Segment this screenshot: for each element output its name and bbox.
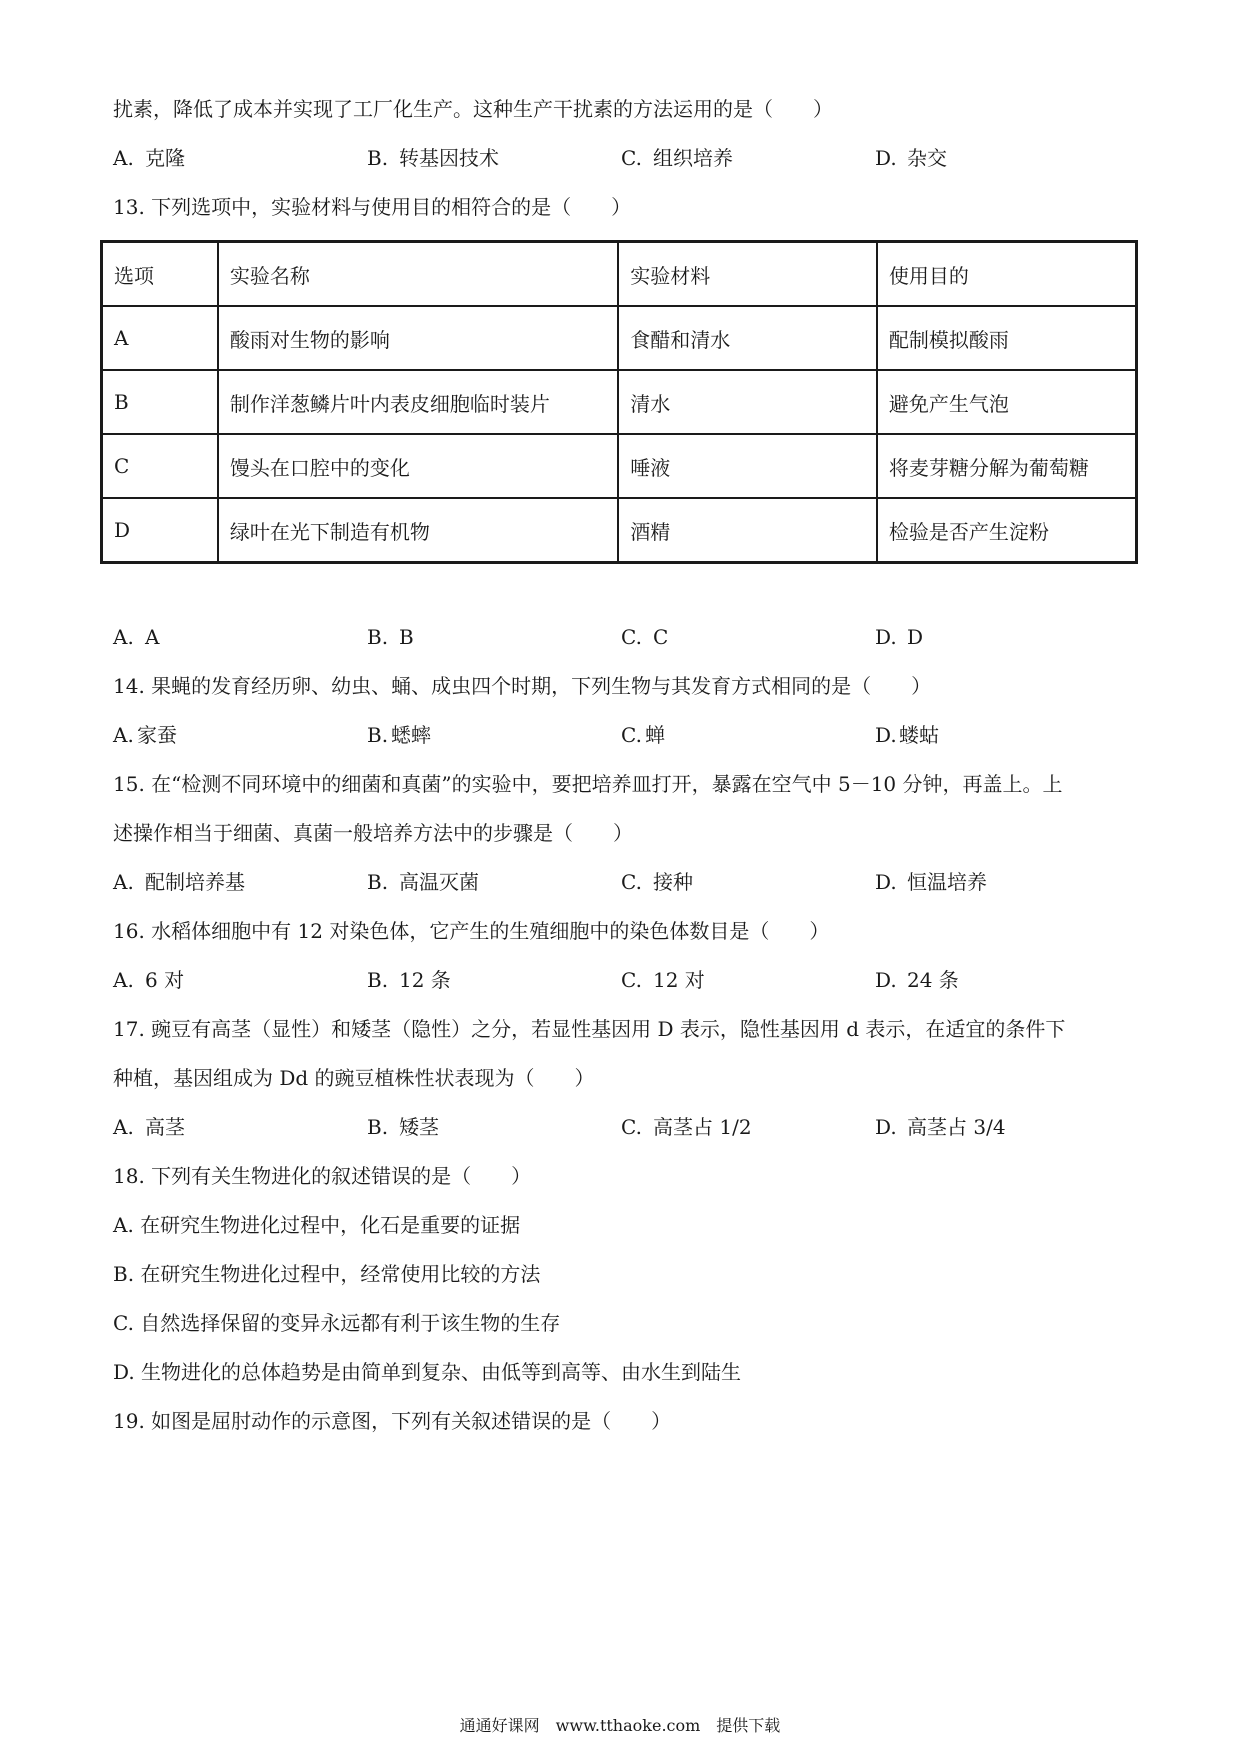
- table-cell: 唾液: [618, 434, 877, 498]
- option-text: 高茎: [145, 1115, 185, 1139]
- option-label: D.: [875, 968, 897, 992]
- option-label: A.: [113, 723, 134, 747]
- option-text: 矮茎: [399, 1115, 439, 1139]
- option-label: D.: [875, 870, 897, 894]
- table-cell: B: [102, 370, 218, 434]
- option-text: 12 对: [653, 968, 705, 992]
- option-text: 24 条: [907, 968, 959, 992]
- q18-option-d[interactable]: D. 生物进化的总体趋势是由简单到复杂、由低等到高等、由水生到陆生: [113, 1360, 742, 1384]
- q19-stem: 19. 如图是屈肘动作的示意图，下列有关叙述错误的是（ ）: [113, 1409, 672, 1433]
- q16-stem: 16. 水稻体细胞中有 12 对染色体，它产生的生殖细胞中的染色体数目是（ ）: [113, 919, 830, 943]
- table-cell: 清水: [618, 370, 877, 434]
- option-text: 转基因技术: [399, 146, 499, 170]
- q15-option-d[interactable]: [875, 869, 1129, 895]
- option-label: D.: [875, 146, 897, 170]
- q12-stem-continuation: 扰素，降低了成本并实现了工厂化生产。这种生产干扰素的方法运用的是（ ）: [113, 97, 833, 121]
- table-cell: A: [102, 306, 218, 370]
- table-cell: 馒头在口腔中的变化: [218, 434, 618, 498]
- option-text: 恒温培养: [907, 870, 987, 894]
- option-text: 配制培养基: [145, 870, 245, 894]
- table-header-cell: 选项: [102, 242, 218, 307]
- page-footer: 通通好课网 www.tthaoke.com 提供下载: [459, 1716, 781, 1735]
- option-label: A.: [113, 625, 134, 649]
- option-text: 杂交: [907, 146, 947, 170]
- option-label: C.: [621, 870, 642, 894]
- q15-stem-line1: 15. 在“检测不同环境中的细菌和真菌”的实验中，要把培养皿打开，暴露在空气中 5－10 分钟，再盖上。上: [113, 772, 1063, 796]
- q15-option-b[interactable]: [367, 869, 621, 895]
- q14-option-b[interactable]: [367, 722, 621, 748]
- option-label: A.: [113, 968, 134, 992]
- table-cell: D: [102, 498, 218, 563]
- option-label: C.: [621, 968, 642, 992]
- option-text: A: [145, 625, 160, 649]
- option-text: 克隆: [145, 146, 185, 170]
- q17-option-a[interactable]: [113, 1114, 367, 1140]
- q12-option-a[interactable]: [113, 145, 367, 171]
- table-cell: 配制模拟酸雨: [877, 306, 1137, 370]
- option-text: 蝼蛄: [899, 723, 939, 747]
- q15-options: [113, 869, 1143, 895]
- table-cell: 酒精: [618, 498, 877, 563]
- q13-option-b[interactable]: [367, 624, 621, 650]
- table-row: [102, 306, 1137, 370]
- option-label: C.: [621, 625, 642, 649]
- option-label: B.: [367, 870, 389, 894]
- table-cell: 绿叶在光下制造有机物: [218, 498, 618, 563]
- q12-options: [113, 145, 1143, 171]
- table-cell: 制作洋葱鳞片叶内表皮细胞临时装片: [218, 370, 618, 434]
- option-text: 蝉: [645, 723, 665, 747]
- q12-option-d[interactable]: [875, 145, 1129, 171]
- q12-option-c[interactable]: [621, 145, 875, 171]
- q14-stem: 14. 果蝇的发育经历卵、幼虫、蛹、成虫四个时期，下列生物与其发育方式相同的是（ ）: [113, 674, 932, 698]
- q16-option-a[interactable]: [113, 967, 367, 993]
- option-label: A.: [113, 870, 134, 894]
- q13-option-c[interactable]: [621, 624, 875, 650]
- table-cell: 将麦芽糖分解为葡萄糖: [877, 434, 1137, 498]
- option-label: B.: [367, 146, 389, 170]
- q17-options: [113, 1114, 1143, 1140]
- option-text: 蟋蟀: [391, 723, 431, 747]
- option-label: B.: [367, 968, 389, 992]
- table-header-cell: 使用目的: [877, 242, 1137, 307]
- q16-option-d[interactable]: [875, 967, 1129, 993]
- table-row: [102, 434, 1137, 498]
- q13-stem: 13. 下列选项中，实验材料与使用目的相符合的是（ ）: [113, 195, 632, 219]
- q14-option-d[interactable]: [875, 722, 1129, 748]
- option-text: 接种: [653, 870, 693, 894]
- table-cell: 避免产生气泡: [877, 370, 1137, 434]
- option-text: 家蚕: [137, 723, 177, 747]
- q17-option-b[interactable]: [367, 1114, 621, 1140]
- option-text: 高茎占 3/4: [907, 1115, 1006, 1139]
- q12-option-b[interactable]: [367, 145, 621, 171]
- table-row: [102, 370, 1137, 434]
- option-label: A.: [113, 1115, 134, 1139]
- option-label: D.: [875, 723, 897, 747]
- table-cell: 食醋和清水: [618, 306, 877, 370]
- option-label: C.: [621, 723, 642, 747]
- q17-option-c[interactable]: [621, 1114, 875, 1140]
- q13-table: [100, 240, 1138, 564]
- q16-options: [113, 967, 1143, 993]
- option-text: B: [399, 625, 414, 649]
- q13-option-d[interactable]: [875, 624, 1129, 650]
- table-row: [102, 498, 1137, 563]
- option-text: D: [907, 625, 924, 649]
- option-text: 高温灭菌: [399, 870, 479, 894]
- q15-stem-line2: 述操作相当于细菌、真菌一般培养方法中的步骤是（ ）: [113, 821, 633, 845]
- table-cell: 酸雨对生物的影响: [218, 306, 618, 370]
- q14-option-c[interactable]: [621, 722, 875, 748]
- option-text: 12 条: [399, 968, 451, 992]
- table-cell: C: [102, 434, 218, 498]
- option-label: C.: [621, 146, 642, 170]
- q18-stem: 18. 下列有关生物进化的叙述错误的是（ ）: [113, 1164, 532, 1188]
- option-label: B.: [367, 625, 389, 649]
- q14-options: [113, 722, 1143, 748]
- q16-option-c[interactable]: [621, 967, 875, 993]
- option-text: 高茎占 1/2: [653, 1115, 752, 1139]
- q18-option-c[interactable]: C. 自然选择保留的变异永远都有利于该生物的生存: [113, 1311, 561, 1335]
- table-header-cell: 实验材料: [618, 242, 877, 307]
- q18-option-a[interactable]: A. 在研究生物进化过程中，化石是重要的证据: [113, 1213, 521, 1237]
- option-label: D.: [875, 625, 897, 649]
- q16-option-b[interactable]: [367, 967, 621, 993]
- q13-option-a[interactable]: [113, 624, 367, 650]
- option-text: 6 对: [145, 968, 185, 992]
- q15-option-a[interactable]: [113, 869, 367, 895]
- table-header-cell: 实验名称: [218, 242, 618, 307]
- option-label: B.: [367, 723, 389, 747]
- table-cell: 检验是否产生淀粉: [877, 498, 1137, 563]
- q17-stem-line1: 17. 豌豆有高茎（显性）和矮茎（隐性）之分，若显性基因用 D 表示，隐性基因用 d 表示，在适宜的条件下: [113, 1017, 1066, 1041]
- q17-option-d[interactable]: [875, 1114, 1129, 1140]
- option-text: C: [653, 625, 669, 649]
- table-header-row: [102, 242, 1137, 307]
- q14-option-a[interactable]: [113, 722, 367, 748]
- option-text: 组织培养: [653, 146, 733, 170]
- option-label: D.: [875, 1115, 897, 1139]
- q13-options: [113, 624, 1143, 650]
- q17-stem-line2: 种植，基因组成为 Dd 的豌豆植株性状表现为（ ）: [113, 1066, 595, 1090]
- option-label: A.: [113, 146, 134, 170]
- q18-option-b[interactable]: B. 在研究生物进化过程中，经常使用比较的方法: [113, 1262, 541, 1286]
- q15-option-c[interactable]: [621, 869, 875, 895]
- option-label: B.: [367, 1115, 389, 1139]
- option-label: C.: [621, 1115, 642, 1139]
